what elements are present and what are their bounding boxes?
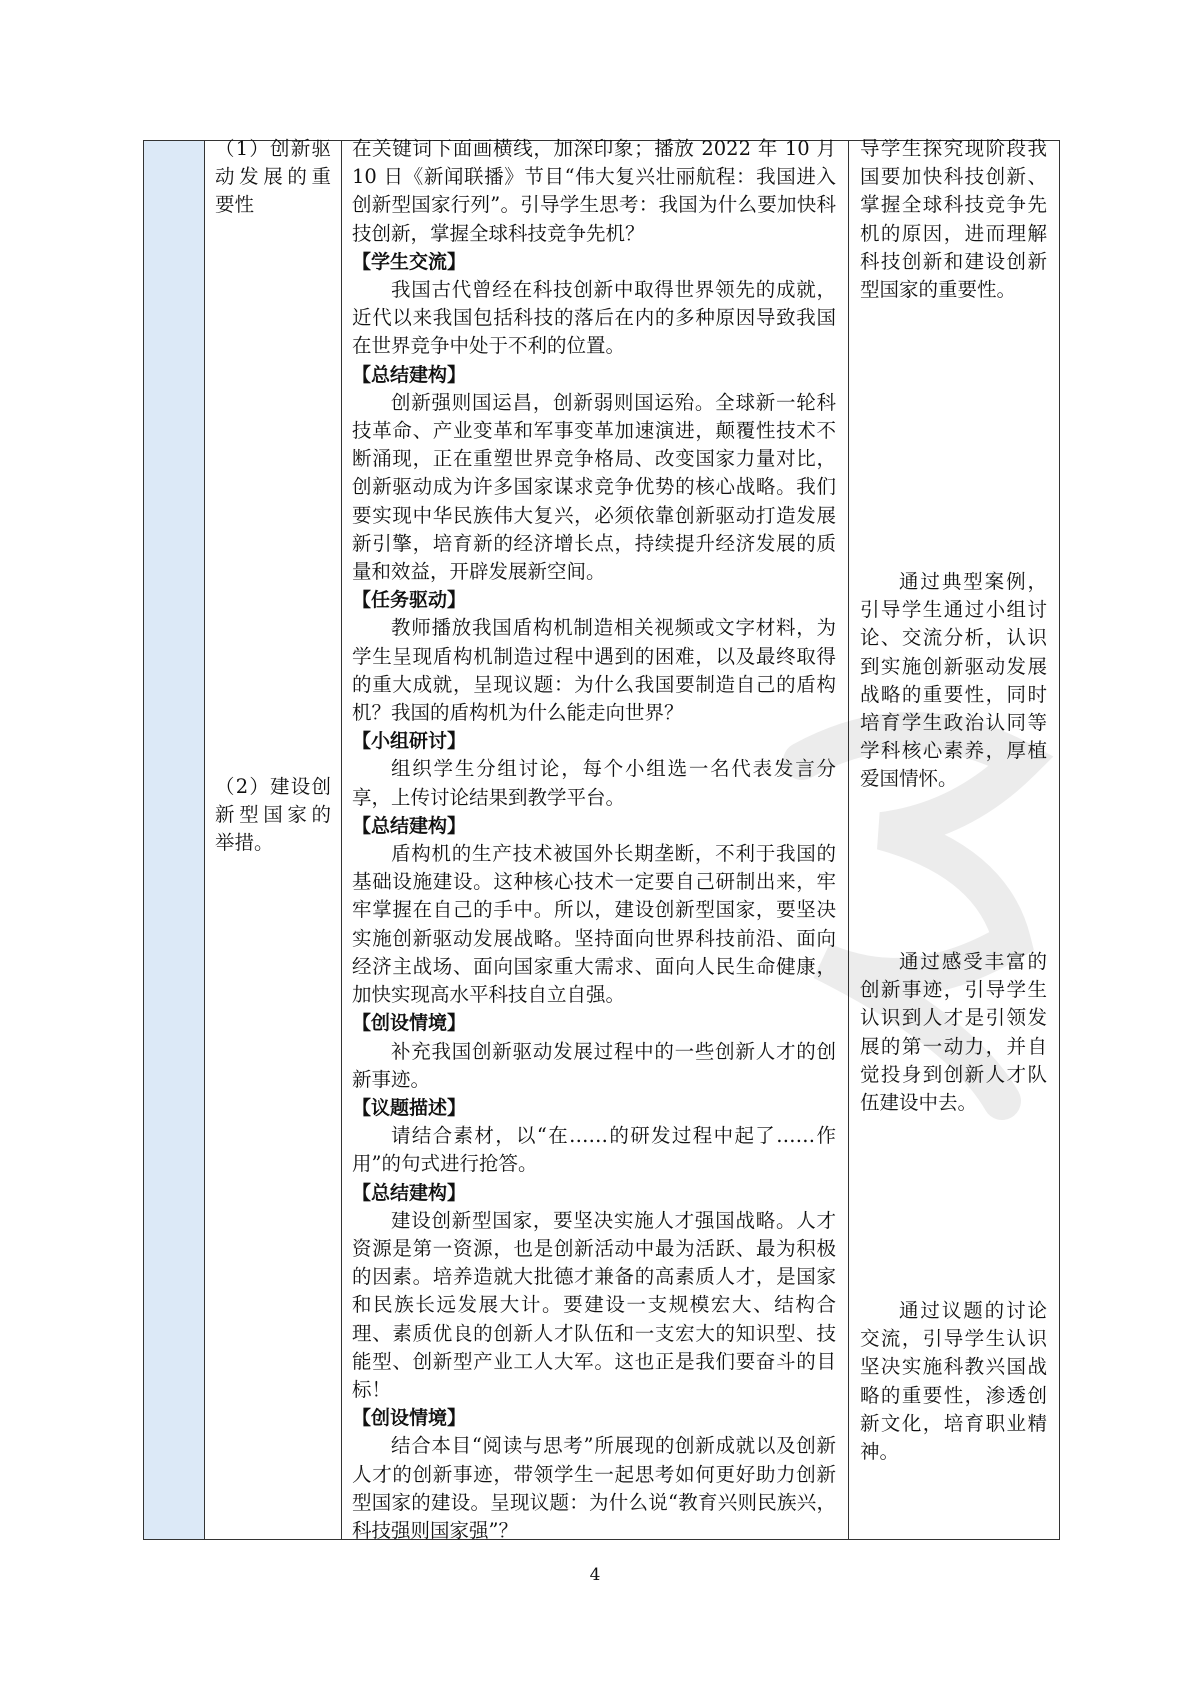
section-body: 我国古代曾经在科技创新中取得世界领先的成就，近代以来我国包括科技的落后在内的多种原因导致我国在世界竞争中处于不利的位置。 — [352, 278, 836, 358]
table-column-activities — [342, 137, 849, 1542]
design-note-3: 通过感受丰富的创新事迹，引导学生认识到人才是引领发展的第一动力，并自觉投身到创新人才队伍建设中去。 — [860, 950, 1047, 1115]
design-note-4: 通过议题的讨论交流，引导学生认识坚决实施科教兴国战略的重要性，渗透创新文化，培育职业精神。 — [860, 1299, 1047, 1464]
section-body: 请结合素材，以“在……的研发过程中起了……作用”的句式进行抢答。 — [352, 1124, 836, 1176]
section-body: 结合本目“阅读与思考”所展现的创新成就以及创新人才的创新事迹，带领学生一起思考如何更好助力创新型国家的建设。呈现议题：为什么说“教育兴则民族兴，科技强则国家强”？ — [352, 1434, 836, 1542]
section-body: 组织学生分组讨论，每个小组选一名代表发言分享，上传讨论结果到教学平台。 — [352, 757, 836, 809]
section-heading: 【任务驱动】 — [352, 589, 467, 612]
design-note-1: 导学生探究现阶段我国要加快科技创新、掌握全球科技竞争先机的原因，进而理解科技创新和建设创新型国家的重要性。 — [860, 137, 1047, 302]
intro-text: 在关键词下面画横线，加深印象；播放 2022 年 10 月 10 日《新闻联播》节目“伟大复兴壮丽航程：我国进入创新型国家行列”。引导学生思考：我国为什么要加快科技创新，掌握全球科技竞争先机？ — [352, 137, 836, 245]
section-heading: 【创设情境】 — [352, 1407, 467, 1430]
table-column-topics — [205, 137, 342, 1539]
section-body: 创新强则国运昌，创新弱则国运殆。全球新一轮科技革命、产业变革和军事变革加速演进，颠覆性技术不断涌现，正在重塑世界竞争格局、改变国家力量对比，创新驱动成为许多国家谋求竞争优势的核心战略。我们要实现中华民族伟大复兴，必须依靠创新驱动打造发展新引擎，培育新的经济增长点，持续提升经济发展的质量和效益，开辟发展新空间。 — [352, 390, 836, 584]
section-body: 教师播放我国盾构机制造相关视频或文字材料，为学生呈现盾构机制造过程中遇到的困难，以及最终取得的重大成就，呈现议题：为什么我国要制造自己的盾构机？我国的盾构机为什么能走向世界？ — [352, 616, 836, 725]
topic-1: （1）创新驱动发展的重要性 — [215, 137, 331, 217]
section-heading: 【学生交流】 — [352, 250, 467, 273]
section-heading: 【创设情境】 — [352, 1012, 467, 1035]
section-heading: 【总结建构】 — [352, 363, 467, 386]
section-heading: 【议题描述】 — [352, 1096, 467, 1119]
section-body: 建设创新型国家，要坚决实施人才强国战略。人才资源是第一资源，也是创新活动中最为活跃、最为积极的因素。培养造就大批德才兼备的高素质人才，是国家和民族长远发展大计。要建设一支规模宏大、结构合理、素质优良的创新人才队伍和一支宏大的知识型、技能型、创新型产业工人大军。这也正是我们要奋斗的目标！ — [352, 1208, 836, 1401]
lesson-plan-table — [143, 137, 1060, 1542]
activities-content — [342, 135, 848, 1545]
section-heading: 【小组研讨】 — [352, 730, 467, 753]
topic-2: （2）建设创新型国家的举措。 — [215, 775, 331, 855]
design-note-2: 通过典型案例，引导学生通过小组讨论、交流分析，认识到实施创新驱动发展战略的重要性，同时培育学生政治认同等学科核心素养，厚植爱国情怀。 — [860, 570, 1047, 791]
section-heading: 【总结建构】 — [352, 814, 467, 837]
table-column-shaded — [144, 141, 205, 1539]
section-body: 补充我国创新驱动发展过程中的一些创新人才的创新事迹。 — [352, 1039, 836, 1091]
section-heading: 【总结建构】 — [352, 1181, 467, 1204]
section-body: 盾构机的生产技术被国外长期垄断，不利于我国的基础设施建设。这种核心技术一定要自己研制出来，牢牢掌握在自己的手中。所以，建设创新型国家，要坚决实施创新驱动发展战略。坚持面向世界科技前沿、面向经济主战场、面向国家重大需求、面向人民生命健康，加快实现高水平科技自立自强。 — [352, 842, 836, 1007]
page-number: 4 — [589, 1565, 601, 1585]
table-column-design-intent — [849, 137, 1059, 1539]
